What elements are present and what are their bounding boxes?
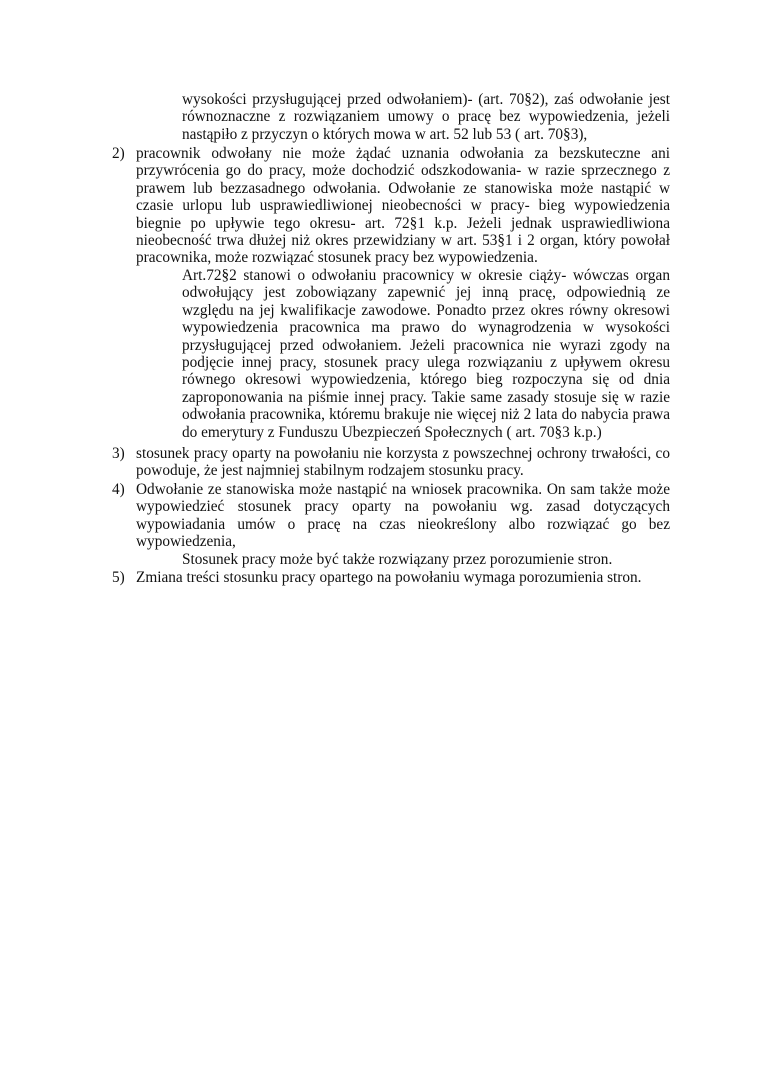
list-item-text: Odwołanie ze stanowiska może nastąpić na wniosek pracownika. On sam także może wypowiedzieć stosunek pracy oparty na powołaniu wg. zasad dotyczących wypowiadania umów o pracę na czas nieokreślony albo rozwiązać go bez wypowiedzenia, bbox=[136, 481, 670, 551]
list-item-number: 2) bbox=[112, 145, 125, 162]
list-item-number: 4) bbox=[112, 481, 125, 498]
list-item-text: Zmiana treści stosunku pracy opartego na powołaniu wymaga porozumienia stron. bbox=[136, 569, 642, 586]
list-item-subparagraph: Stosunek pracy może być także rozwiązany przez porozumienie stron. bbox=[182, 551, 613, 568]
list-item-subparagraph: Art.72§2 stanowi o odwołaniu pracownicy w okresie ciąży- wówczas organ odwołujący jest zobowiązany zapewnić jej inną pracę, odpowiednią ze względu na jej kwalifikacje zawodowe. Ponadto przez okres równy okresowi wypowiedzenia pracownica ma prawo do wynagrodzenia w wysokości przysługującej przed odwołaniem. Jeżeli pracownica nie wyrazi zgody na podjęcie innej pracy, stosunek pracy ulega rozwiązaniu z upływem okresu równego okresowi wypowiedzenia, którego bieg rozpoczyna się od dnia zaproponowania na piśmie innej pracy. Takie same zasady stosuje się w razie odwołania pracownika, któremu brakuje nie więcej niż 2 lata do nabycia prawa do emerytury z Funduszu Ubezpieczeń Społecznych ( art. 70§3 k.p.) bbox=[182, 267, 670, 441]
list-item-text: stosunek pracy oparty na powołaniu nie korzysta z powszechnej ochrony trwałości, co powoduje, że jest najmniej stabilnym rodzajem stosunku pracy. bbox=[136, 445, 670, 480]
list-item-text: pracownik odwołany nie może żądać uznania odwołania za bezskuteczne ani przywrócenia go do pracy, może dochodzić odszkodowania- w razie sprzecznego z prawem lub bezzasadnego odwołania. Odwołanie ze stanowiska może nastąpić w czasie urlopu lub usprawiedliwionej nieobecności w pracy- bieg wypowiedzenia biegnie po upływie tego okresu- art. 72§1 k.p. Jeżeli jednak usprawiedliwiona nieobecność trwa dłużej niż okres przewidziany w art. 53§1 i 2 organ, który powołał pracownika, może rozwiązać stosunek pracy bez wypowiedzenia. bbox=[136, 145, 670, 267]
list-item-number: 3) bbox=[112, 445, 125, 462]
list-item-number: 5) bbox=[112, 569, 125, 586]
continuation-paragraph: wysokości przysługującej przed odwołaniem)- (art. 70§2), zaś odwołanie jest równoznaczne z rozwiązaniem umowy o pracę bez wypowiedzenia, jeżeli nastąpiło z przyczyn o których mowa w art. 52 lub 53 ( art. 70§3), bbox=[182, 91, 670, 143]
